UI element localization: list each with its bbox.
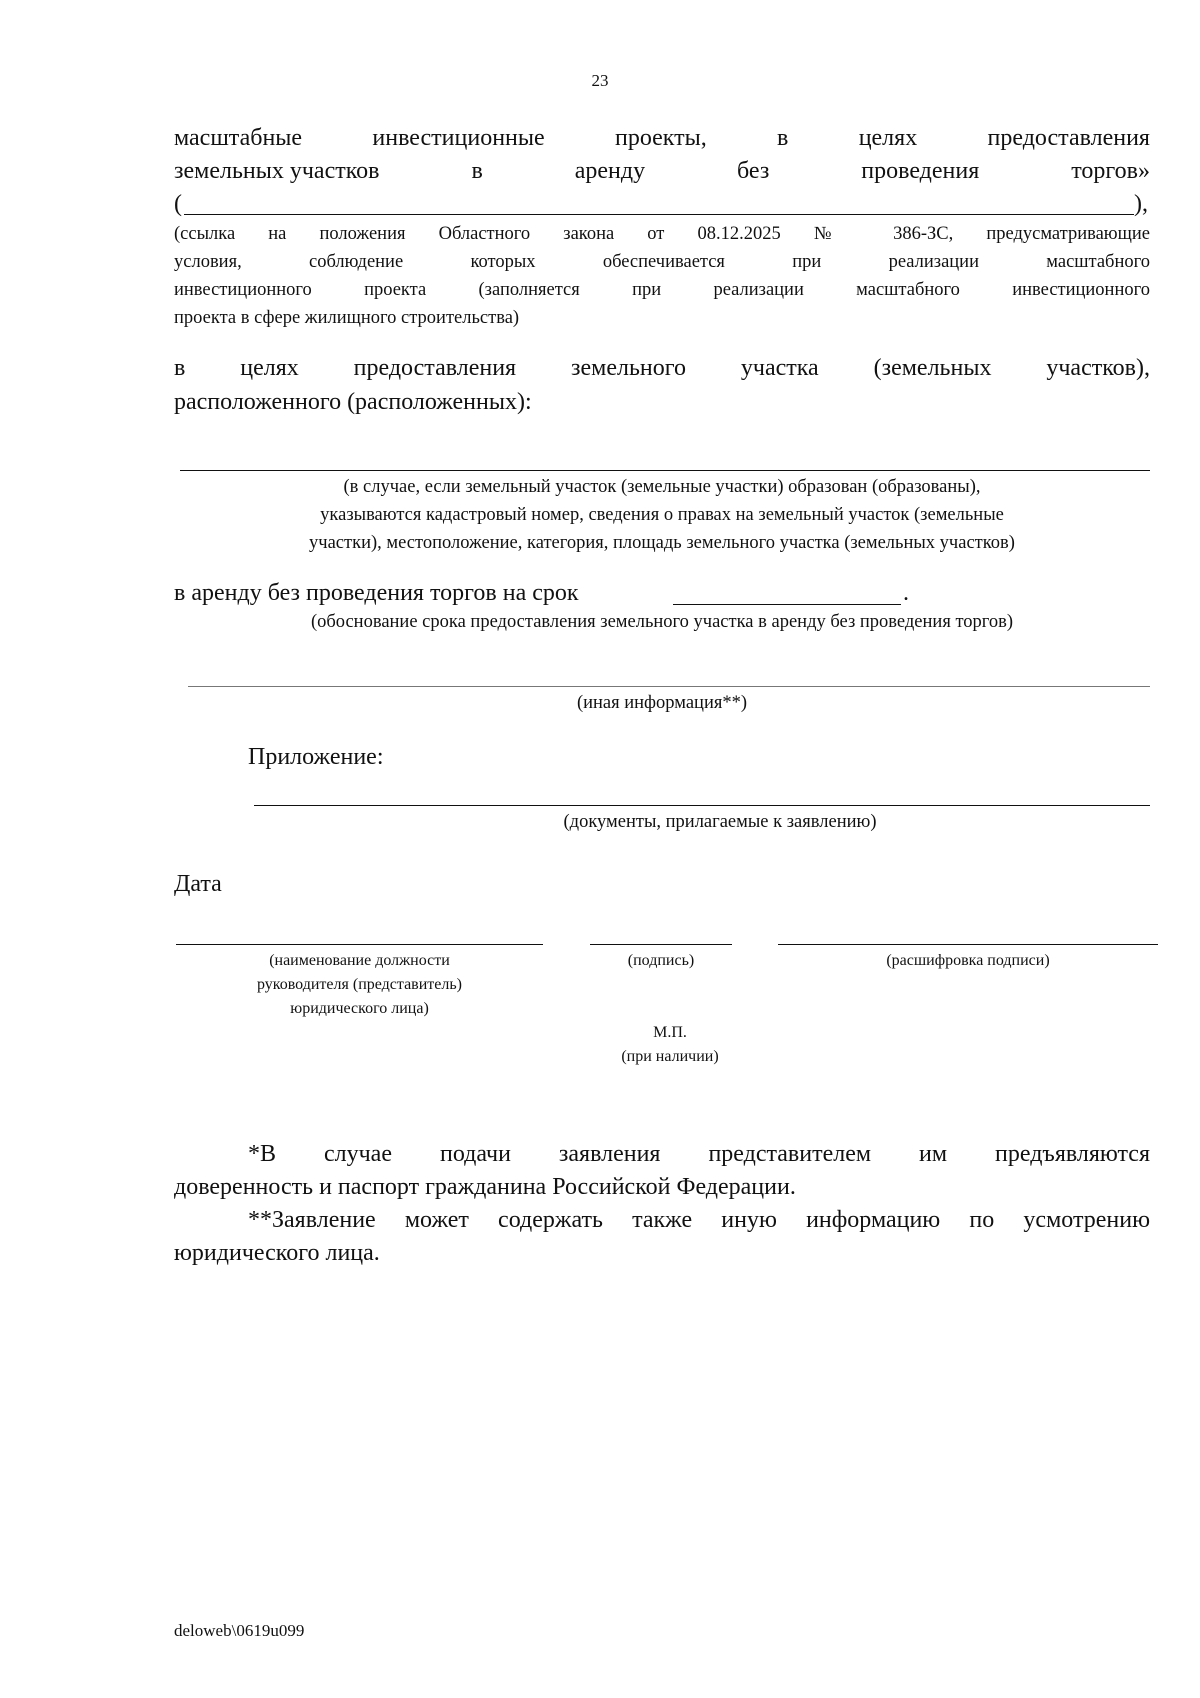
plot-note-line-2: указываются кадастровый номер, сведения о правах на земельный участок (земельные [320, 505, 1004, 525]
signature-note: (подпись) [627, 952, 695, 969]
seal-note: (при наличии) [621, 1048, 719, 1065]
law-note-line-1: (ссылка на положения Областного закона от 08.12.2025 № 386-ЗС, предусматривающие [174, 224, 1150, 244]
position-note-line-3: юридического лица) [290, 1000, 429, 1017]
intro-word: аренду [574, 158, 646, 184]
intro-word: в [777, 125, 789, 151]
intro-word: проведения [861, 158, 980, 184]
page-number: 23 [591, 71, 609, 90]
intro-word: торгов» [1071, 158, 1150, 184]
term-note: (обоснование срока предоставления земельного участка в аренду без проведения торгов) [310, 612, 1014, 632]
intro-word: масштабные [174, 125, 303, 151]
term-period: . [903, 580, 909, 606]
attachment-note: (документы, прилагаемые к заявлению) [563, 812, 877, 832]
date-label: Дата [174, 871, 222, 897]
footnote-1-line-2: доверенность и паспорт гражданина Российской Федерации. [174, 1174, 796, 1200]
footnote-2-line-2: юридического лица. [174, 1240, 380, 1266]
other-info-note: (иная информация**) [576, 693, 748, 713]
footnote-1-line-1: *В случае подачи заявления представителем им предъявляются [248, 1141, 1150, 1167]
document-code: deloweb\0619u099 [174, 1621, 305, 1640]
term-blank-line[interactable] [673, 604, 901, 605]
intro-word: инвестиционные [372, 125, 545, 151]
position-blank-line[interactable] [176, 944, 543, 945]
intro-word: без [737, 158, 770, 184]
footnote-2-line-1: **Заявление может содержать также иную информацию по усмотрению [248, 1207, 1150, 1233]
signature-blank-line[interactable] [590, 944, 732, 945]
law-note-line-2: условия, соблюдение которых обеспечивается при реализации масштабного [174, 252, 1150, 272]
intro-word: в [471, 158, 483, 184]
law-reference-close-paren: ), [1134, 191, 1148, 217]
intro-word: целях [858, 125, 918, 151]
other-info-blank-line[interactable] [188, 686, 1150, 687]
term-label: в аренду без проведения торгов на срок [174, 580, 579, 606]
purpose-line-1: в целях предоставления земельного участка (земельных участков), [174, 355, 1150, 381]
law-reference-blank-line[interactable] [184, 214, 1134, 215]
law-note-line-3: инвестиционного проекта (заполняется при реализации масштабного инвестиционного [174, 280, 1150, 300]
plot-note-line-1: (в случае, если земельный участок (земельные участки) образован (образованы), [343, 477, 981, 497]
purpose-line-2: расположенного (расположенных): [174, 389, 532, 415]
attachment-blank-line[interactable] [254, 805, 1150, 806]
intro-word: предоставления [987, 125, 1150, 151]
intro-line-2 [174, 155, 1150, 187]
plot-note-line-3: участки), местоположение, категория, площадь земельного участка (земельных участков) [309, 533, 1015, 553]
signature-decode-note: (расшифровка подписи) [886, 952, 1050, 969]
intro-line-1 [174, 122, 1150, 154]
position-note-line-1: (наименование должности [269, 952, 450, 969]
law-note-line-4: проекта в сфере жилищного строительства) [174, 308, 520, 328]
position-note-line-2: руководителя (представитель) [256, 976, 462, 993]
intro-word: земельных участков [174, 158, 380, 184]
seal-label: М.П. [653, 1024, 687, 1041]
attachment-label: Приложение: [248, 744, 384, 770]
signature-decode-blank-line[interactable] [778, 944, 1158, 945]
land-plot-blank-line[interactable] [180, 470, 1150, 471]
law-reference-open-paren: ( [174, 191, 182, 217]
intro-word: проекты, [614, 125, 707, 151]
